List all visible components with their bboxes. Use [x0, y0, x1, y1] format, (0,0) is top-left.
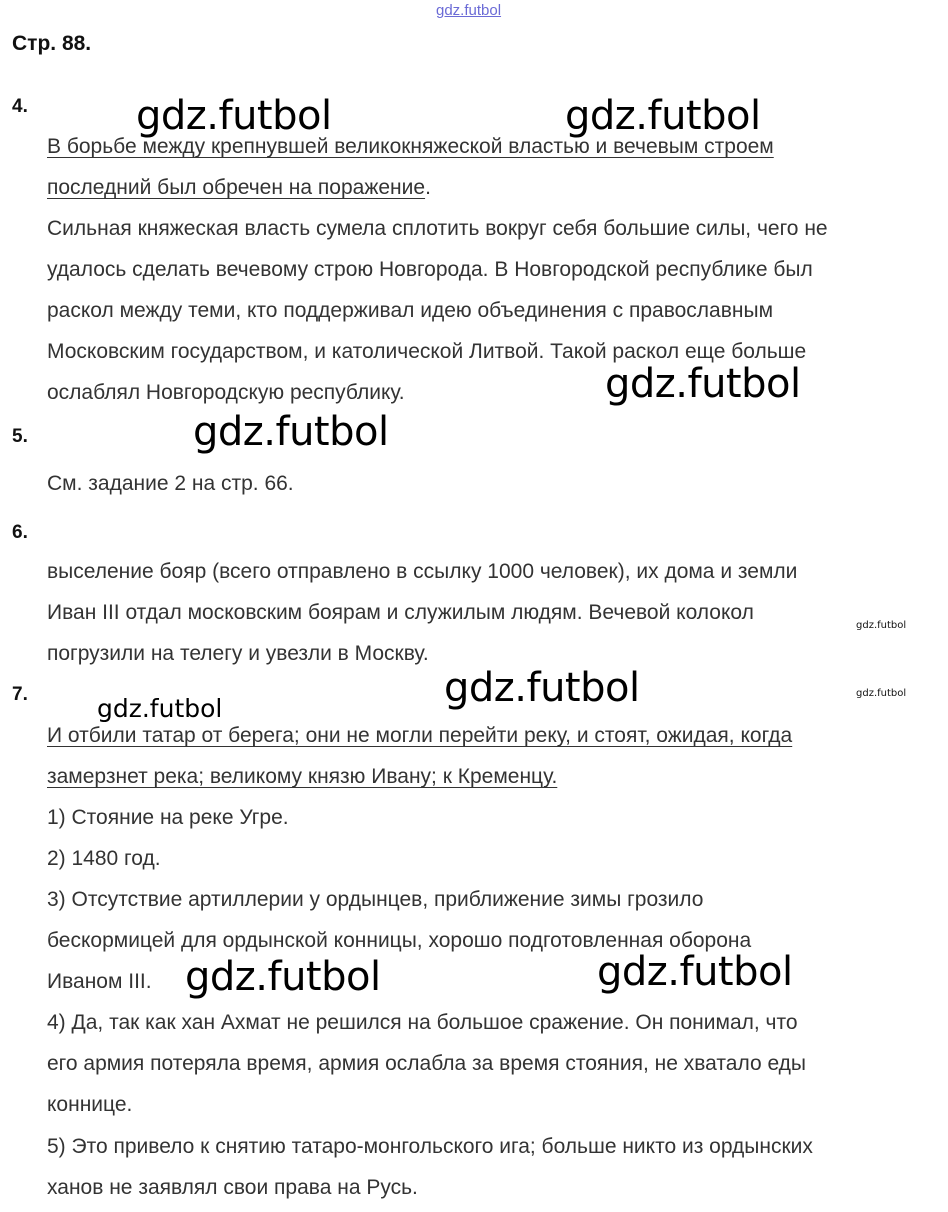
task-7-line: коннице. — [47, 1093, 133, 1116]
watermark: gdz.futbol — [97, 694, 223, 723]
task-4-line — [47, 175, 431, 201]
watermark: gdz.futbol — [605, 361, 801, 407]
task-7-line: ханов не заявлял свои права на Русь. — [47, 1176, 418, 1199]
task-4-line: В борьбе между крепнувшей великокняжеской властью и вечевым строем — [47, 135, 774, 158]
task-4-line: раскол между теми, кто поддерживал идею объединения с православным — [47, 299, 774, 322]
task-7-line: 4) Да, так как хан Ахмат не решился на большое сражение. Он понимал, что — [47, 1011, 798, 1034]
task-7-line: бескормицей для ордынской конницы, хорошо подготовленная оборона — [47, 929, 752, 952]
task-7-number: 7. — [12, 684, 28, 705]
task-7-line: замерзнет река; великому князю Ивану; к Кременцу. — [47, 765, 558, 788]
task-6-line: погрузили на телегу и увезли в Москву. — [47, 642, 429, 665]
task-6-line: Иван III отдал московским боярам и служилым людям. Вечевой колокол — [47, 601, 754, 624]
task-4-line: ослаблял Новгородскую республику. — [47, 381, 405, 404]
watermark: gdz.futbol — [597, 949, 793, 995]
task-7-line: 3) Отсутствие артиллерии у ордынцев, приближение зимы грозило — [47, 888, 704, 911]
task-7-line: 1) Стояние на реке Угре. — [47, 806, 289, 829]
task-4-line: удалось сделать вечевому строю Новгорода. В Новгородской республике был — [47, 258, 813, 281]
task-6-number: 6. — [12, 522, 28, 543]
task-7-line: Иваном III. — [47, 970, 152, 993]
watermark: gdz.futbol — [856, 688, 907, 699]
watermark: gdz.futbol — [565, 93, 761, 139]
task-4-underlined-text: последний был обречен на поражение — [47, 176, 426, 199]
task-6-line: выселение бояр (всего отправлено в ссылку 1000 человек), их дома и земли — [47, 560, 798, 583]
task-7-line: 5) Это привело к снятию татаро-монгольского ига; больше никто из ордынских — [47, 1135, 813, 1158]
task-4-line: Сильная княжеская власть сумела сплотить вокруг себя большие силы, чего не — [47, 217, 828, 240]
task-4-period: . — [425, 176, 431, 199]
task-7-line: И отбили татар от берега; они не могли перейти реку, и стоят, ожидая, когда — [47, 724, 793, 747]
task-7-line: его армия потеряла время, армия ослабла за время стояния, не хватало еды — [47, 1052, 807, 1075]
watermark: gdz.futbol — [185, 954, 381, 1000]
watermark: gdz.futbol — [136, 93, 332, 139]
watermark: gdz.futbol — [193, 409, 389, 455]
top-watermark[interactable]: gdz.futbol — [436, 2, 502, 19]
page-heading: Стр. 88. — [12, 32, 92, 55]
watermark: gdz.futbol — [444, 665, 640, 711]
task-5-number: 5. — [12, 426, 28, 447]
task-4-line: Московским государством, и католической Литвой. Такой раскол еще больше — [47, 340, 807, 363]
task-4-number: 4. — [12, 96, 28, 117]
task-5-line: См. задание 2 на стр. 66. — [47, 472, 294, 495]
task-7-line: 2) 1480 год. — [47, 847, 161, 870]
watermark: gdz.futbol — [856, 620, 907, 631]
